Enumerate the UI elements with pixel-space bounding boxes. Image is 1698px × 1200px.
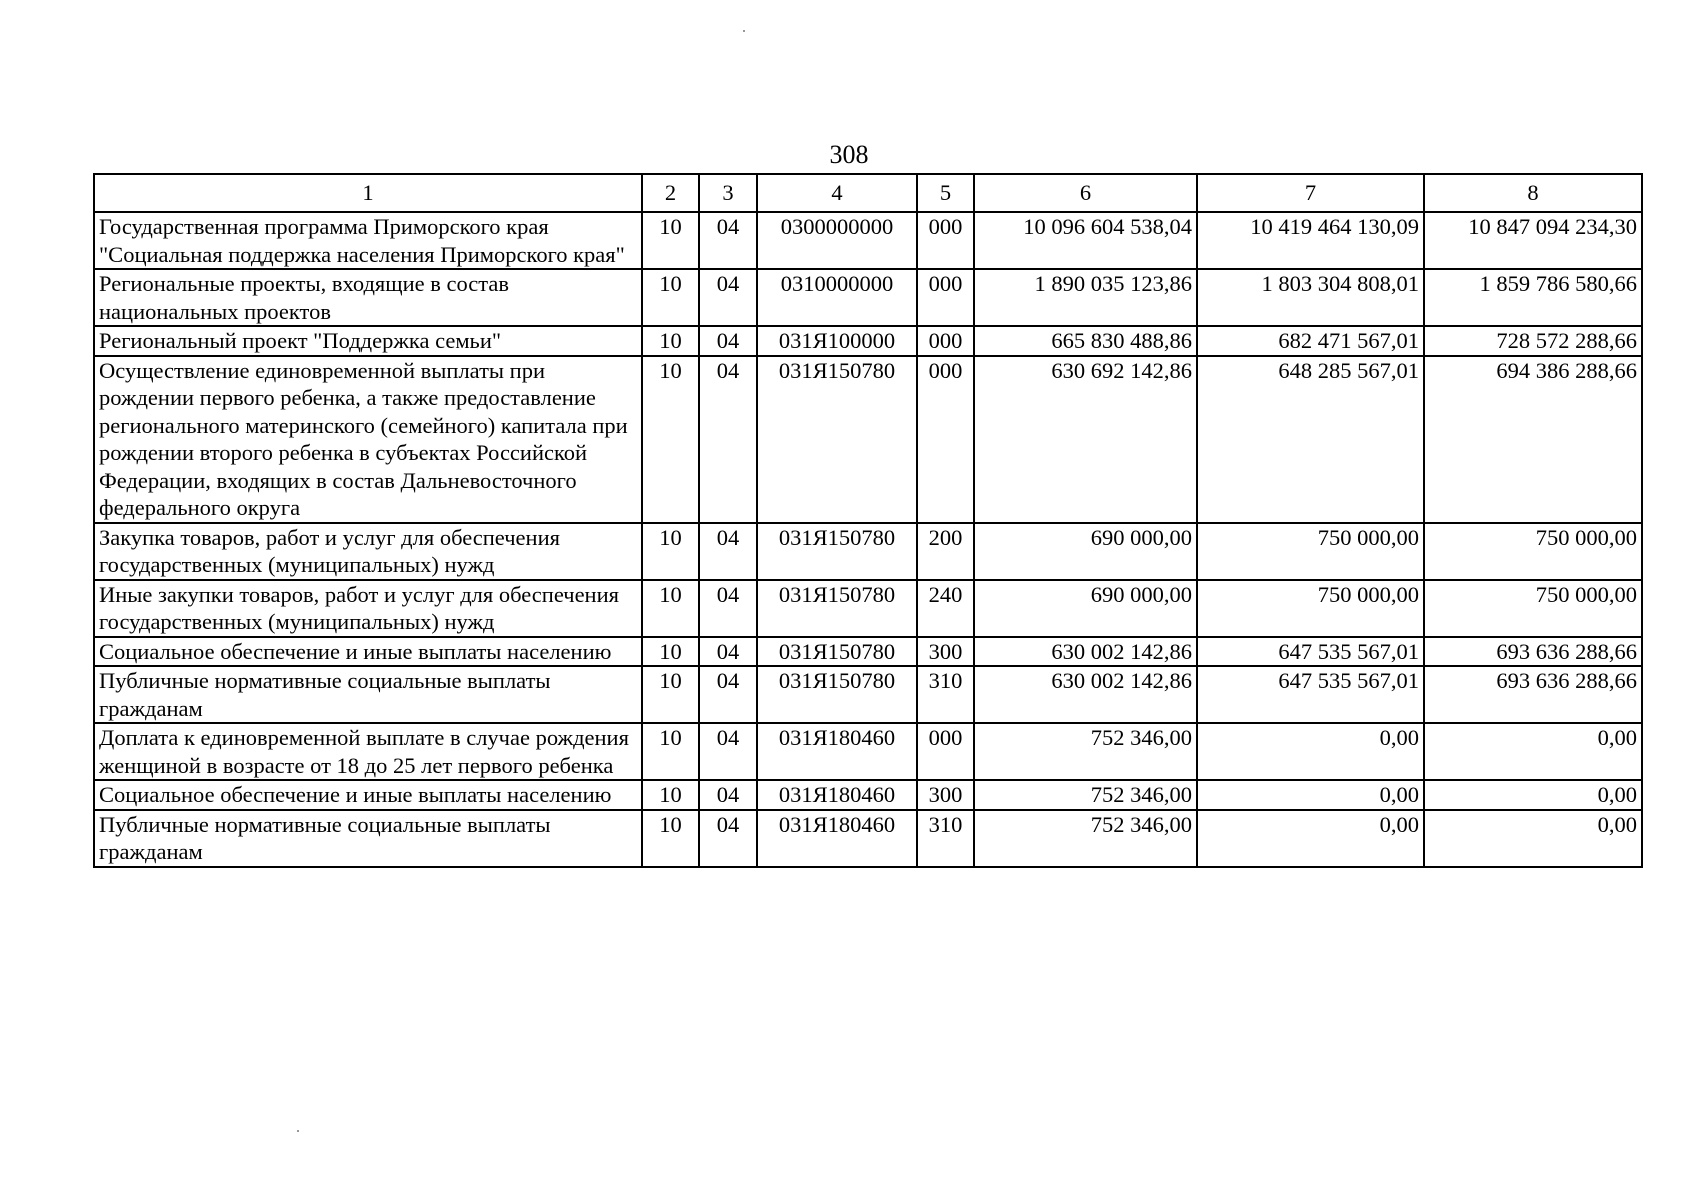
row-name: Доплата к единовременной выплате в случае рождения женщиной в возрасте от 18 до 25 лет первого ребенка xyxy=(94,723,642,780)
subsection-code: 04 xyxy=(699,580,757,637)
table-row xyxy=(94,580,1642,637)
target-article-code: 031Я150780 xyxy=(757,637,917,667)
column-header: 6 xyxy=(974,174,1197,212)
subsection-code: 04 xyxy=(699,666,757,723)
row-name: Закупка товаров, работ и услуг для обеспечения государственных (муниципальных) нужд xyxy=(94,523,642,580)
expense-type-code: 000 xyxy=(917,723,974,780)
amount-col-7: 750 000,00 xyxy=(1197,580,1424,637)
table-body xyxy=(94,212,1642,867)
subsection-code: 04 xyxy=(699,212,757,269)
subsection-code: 04 xyxy=(699,810,757,867)
row-name: Региональный проект "Поддержка семьи" xyxy=(94,326,642,356)
section-code: 10 xyxy=(642,356,699,523)
amount-col-8: 750 000,00 xyxy=(1424,523,1642,580)
row-name: Публичные нормативные социальные выплаты гражданам xyxy=(94,810,642,867)
amount-col-8: 728 572 288,66 xyxy=(1424,326,1642,356)
column-header: 4 xyxy=(757,174,917,212)
amount-col-7: 647 535 567,01 xyxy=(1197,666,1424,723)
expense-type-code: 000 xyxy=(917,269,974,326)
amount-col-6: 752 346,00 xyxy=(974,780,1197,810)
amount-col-8: 750 000,00 xyxy=(1424,580,1642,637)
subsection-code: 04 xyxy=(699,637,757,667)
expense-type-code: 300 xyxy=(917,780,974,810)
target-article-code: 0300000000 xyxy=(757,212,917,269)
amount-col-7: 648 285 567,01 xyxy=(1197,356,1424,523)
amount-col-6: 665 830 488,86 xyxy=(974,326,1197,356)
amount-col-8: 1 859 786 580,66 xyxy=(1424,269,1642,326)
amount-col-6: 630 002 142,86 xyxy=(974,666,1197,723)
amount-col-7: 647 535 567,01 xyxy=(1197,637,1424,667)
table-row xyxy=(94,269,1642,326)
amount-col-7: 1 803 304 808,01 xyxy=(1197,269,1424,326)
table-row xyxy=(94,810,1642,867)
amount-col-8: 693 636 288,66 xyxy=(1424,637,1642,667)
subsection-code: 04 xyxy=(699,326,757,356)
table-row xyxy=(94,637,1642,667)
amount-col-7: 682 471 567,01 xyxy=(1197,326,1424,356)
expense-type-code: 300 xyxy=(917,637,974,667)
page-number: 308 xyxy=(829,140,869,169)
section-code: 10 xyxy=(642,523,699,580)
subsection-code: 04 xyxy=(699,523,757,580)
target-article-code: 031Я150780 xyxy=(757,666,917,723)
section-code: 10 xyxy=(642,810,699,867)
section-code: 10 xyxy=(642,723,699,780)
table-row xyxy=(94,212,1642,269)
amount-col-7: 0,00 xyxy=(1197,723,1424,780)
scan-speck xyxy=(297,1130,299,1132)
amount-col-6: 1 890 035 123,86 xyxy=(974,269,1197,326)
amount-col-8: 0,00 xyxy=(1424,810,1642,867)
subsection-code: 04 xyxy=(699,269,757,326)
subsection-code: 04 xyxy=(699,723,757,780)
table-row xyxy=(94,356,1642,523)
amount-col-8: 694 386 288,66 xyxy=(1424,356,1642,523)
target-article-code: 031Я180460 xyxy=(757,723,917,780)
header-row xyxy=(94,174,1642,212)
section-code: 10 xyxy=(642,637,699,667)
row-name: Региональные проекты, входящие в состав национальных проектов xyxy=(94,269,642,326)
expense-type-code: 310 xyxy=(917,810,974,867)
section-code: 10 xyxy=(642,212,699,269)
section-code: 10 xyxy=(642,326,699,356)
column-header: 1 xyxy=(94,174,642,212)
section-code: 10 xyxy=(642,269,699,326)
amount-col-6: 630 002 142,86 xyxy=(974,637,1197,667)
amount-col-7: 750 000,00 xyxy=(1197,523,1424,580)
scan-speck xyxy=(743,30,745,32)
target-article-code: 031Я150780 xyxy=(757,580,917,637)
amount-col-6: 752 346,00 xyxy=(974,723,1197,780)
row-name: Социальное обеспечение и иные выплаты населению xyxy=(94,780,642,810)
amount-col-8: 693 636 288,66 xyxy=(1424,666,1642,723)
row-name: Государственная программа Приморского края "Социальная поддержка населения Приморского края" xyxy=(94,212,642,269)
amount-col-7: 0,00 xyxy=(1197,780,1424,810)
target-article-code: 031Я180460 xyxy=(757,810,917,867)
budget-table xyxy=(93,173,1643,868)
table-row xyxy=(94,523,1642,580)
column-header: 8 xyxy=(1424,174,1642,212)
amount-col-6: 690 000,00 xyxy=(974,523,1197,580)
amount-col-8: 0,00 xyxy=(1424,723,1642,780)
target-article-code: 0310000000 xyxy=(757,269,917,326)
table-row xyxy=(94,723,1642,780)
table-row xyxy=(94,666,1642,723)
column-header: 5 xyxy=(917,174,974,212)
amount-col-6: 630 692 142,86 xyxy=(974,356,1197,523)
amount-col-8: 10 847 094 234,30 xyxy=(1424,212,1642,269)
column-header: 2 xyxy=(642,174,699,212)
amount-col-6: 10 096 604 538,04 xyxy=(974,212,1197,269)
subsection-code: 04 xyxy=(699,356,757,523)
target-article-code: 031Я150780 xyxy=(757,523,917,580)
amount-col-6: 752 346,00 xyxy=(974,810,1197,867)
amount-col-7: 0,00 xyxy=(1197,810,1424,867)
row-name: Иные закупки товаров, работ и услуг для обеспечения государственных (муниципальных) нужд xyxy=(94,580,642,637)
section-code: 10 xyxy=(642,780,699,810)
expense-type-code: 000 xyxy=(917,356,974,523)
target-article-code: 031Я180460 xyxy=(757,780,917,810)
row-name: Осуществление единовременной выплаты при рождении первого ребенка, а также предоставление регионального материнского (семейного) капитала при рождении второго ребенка в субъектах Российской Федерации, входящих в состав Дальневосточного федерального округа xyxy=(94,356,642,523)
table-row xyxy=(94,326,1642,356)
section-code: 10 xyxy=(642,580,699,637)
subsection-code: 04 xyxy=(699,780,757,810)
row-name: Социальное обеспечение и иные выплаты населению xyxy=(94,637,642,667)
expense-type-code: 240 xyxy=(917,580,974,637)
column-header: 3 xyxy=(699,174,757,212)
row-name: Публичные нормативные социальные выплаты гражданам xyxy=(94,666,642,723)
expense-type-code: 310 xyxy=(917,666,974,723)
expense-type-code: 000 xyxy=(917,212,974,269)
amount-col-8: 0,00 xyxy=(1424,780,1642,810)
table-row xyxy=(94,780,1642,810)
section-code: 10 xyxy=(642,666,699,723)
amount-col-6: 690 000,00 xyxy=(974,580,1197,637)
expense-type-code: 000 xyxy=(917,326,974,356)
amount-col-7: 10 419 464 130,09 xyxy=(1197,212,1424,269)
target-article-code: 031Я100000 xyxy=(757,326,917,356)
expense-type-code: 200 xyxy=(917,523,974,580)
column-header: 7 xyxy=(1197,174,1424,212)
target-article-code: 031Я150780 xyxy=(757,356,917,523)
